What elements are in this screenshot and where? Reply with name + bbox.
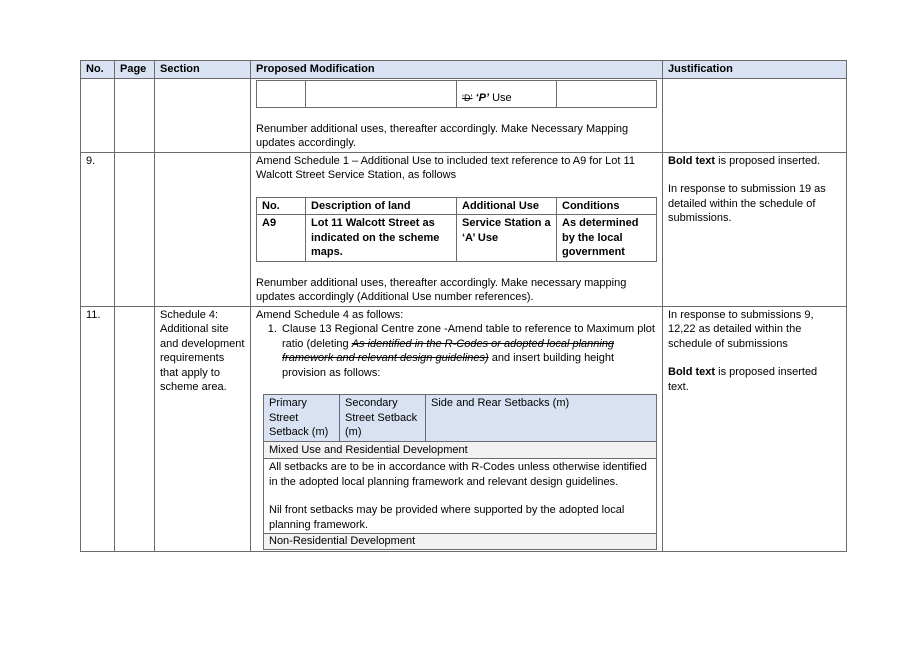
modifications-table — [80, 60, 847, 552]
setback-body: All setbacks are to be in accordance with R-Codes unless otherwise identified in the adopted local planning framework and relevant design guidelines. Nil front setbacks may be provided where supported by the adopted local planning framework. — [264, 459, 657, 534]
list-item: 1. Clause 13 Regional Centre zone -Amend table to reference to Maximum plot ratio (deleting As identified in the R-Codes or adopted local planning framework and relevant design guidelines) and insert building height provision as follows: — [280, 322, 657, 380]
setback-table — [263, 394, 657, 550]
proposed-cell — [251, 152, 663, 306]
header-row — [81, 61, 847, 79]
header-no: No. — [81, 61, 115, 79]
setback-header-primary: Primary Street Setback (m) — [264, 395, 340, 442]
inserted-use-text: ‘P’ — [472, 92, 490, 104]
setback-header-secondary: Secondary Street Setback (m) — [340, 395, 426, 442]
bold-text-label: Bold text — [668, 154, 716, 167]
schedule-table-continued — [256, 80, 657, 108]
schedule-cell-no: A9 — [257, 215, 306, 262]
schedule-cell-conditions: As determined by the local government — [557, 215, 657, 262]
justification-text: In response to submission 19 as detailed within the schedule of submissions. — [668, 183, 826, 224]
schedule-header-additional-use: Additional Use — [457, 197, 557, 215]
modification-list — [256, 322, 657, 380]
row-number: 11. — [81, 306, 115, 552]
header-justification: Justification — [663, 61, 847, 79]
amend-intro-text: Amend Schedule 1 – Additional Use to included text reference to A9 for Lot 11 Walcott Street Service Station, as follows — [256, 154, 635, 181]
amend-intro-text: Amend Schedule 4 as follows: — [256, 308, 404, 321]
schedule-1-table — [256, 197, 657, 262]
schedule-header-description: Description of land — [306, 197, 457, 215]
deleted-use-text: ‘D’ — [462, 93, 473, 103]
section-text: Schedule 4: Additional site and development requirements that apply to scheme area. — [155, 306, 251, 552]
renumber-text: Renumber additional uses, thereafter accordingly. Make necessary mapping updates accordingly (Additional Use number references). — [256, 276, 627, 303]
schedule-header-no: No. — [257, 197, 306, 215]
setback-band-non-residential: Non-Residential Development — [264, 534, 657, 550]
proposed-cell — [251, 78, 663, 152]
bold-text-label: Bold text — [668, 366, 716, 378]
table-row — [81, 78, 847, 152]
schedule-cell-description: Lot 11 Walcott Street as indicated on the scheme maps. — [306, 215, 457, 262]
header-proposed-modification: Proposed Modification — [251, 61, 663, 79]
setback-header-side-rear: Side and Rear Setbacks (m) — [426, 395, 657, 442]
table-row — [81, 152, 847, 306]
proposed-cell — [251, 306, 663, 552]
use-cell — [457, 80, 557, 107]
row-number: 9. — [81, 152, 115, 306]
deleted-text: As identified in the R-Codes or adopted local planning framework and relevant design guidelines) — [282, 337, 615, 364]
schedule-cell-additional-use: Service Station a ‘A’ Use — [457, 215, 557, 262]
use-suffix-text: Use — [489, 92, 512, 104]
header-page: Page — [115, 61, 155, 79]
schedule-header-conditions: Conditions — [557, 197, 657, 215]
table-row — [81, 306, 847, 552]
justification-cell: Bold text is proposed inserted. In response to submission 19 as detailed within the schedule of submissions. — [663, 152, 847, 306]
justification-cell: In response to submissions 9, 12,22 as detailed within the schedule of submissions Bold text is proposed inserted text. — [663, 306, 847, 552]
renumber-text: Renumber additional uses, thereafter accordingly. Make Necessary Mapping updates accordingly. — [256, 122, 629, 149]
setback-band-mixed-use: Mixed Use and Residential Development — [264, 441, 657, 459]
header-section: Section — [155, 61, 251, 79]
justification-text: In response to submissions 9, 12,22 as detailed within the schedule of submissions — [668, 308, 814, 350]
